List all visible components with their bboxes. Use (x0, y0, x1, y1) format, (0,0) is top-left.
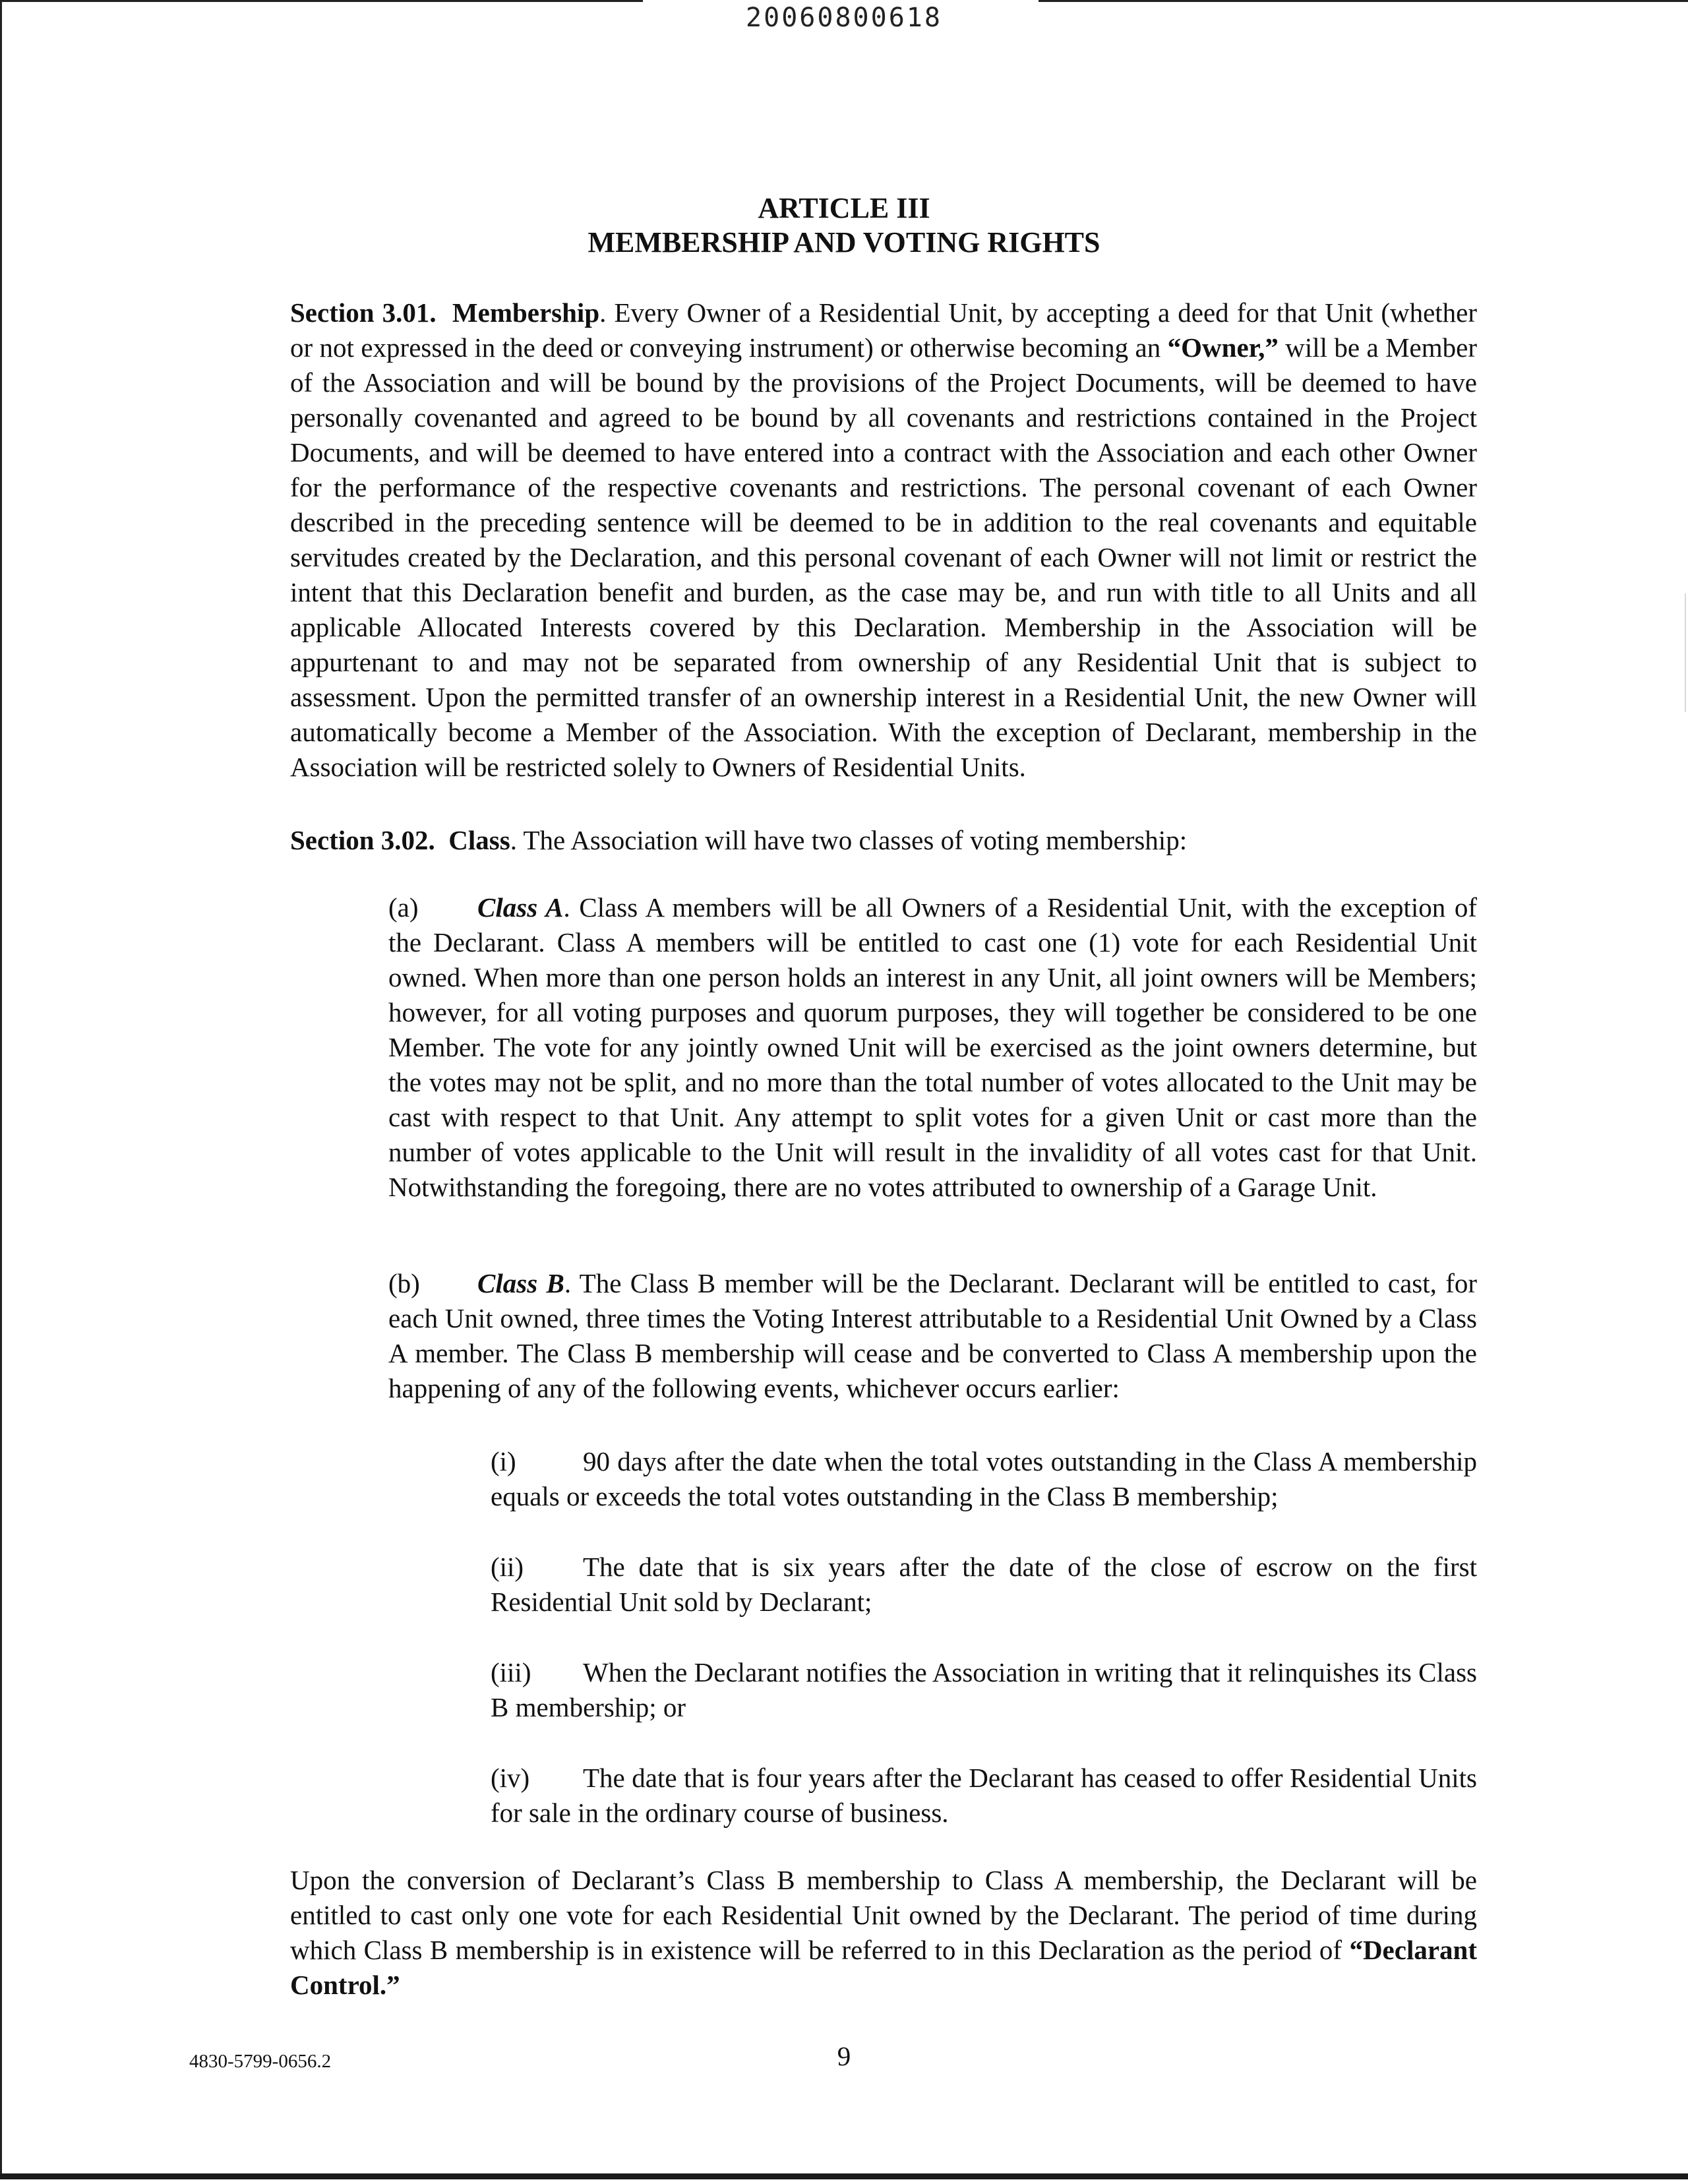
subitem-paragraph (390, 1655, 1477, 1725)
subitem-paragraph (390, 1550, 1477, 1620)
defined-term-declarant-control: “Declarant Control.” (290, 1935, 1477, 2000)
subitem-paragraph (390, 1761, 1477, 1831)
page-border-bottom (0, 2173, 1688, 2179)
item-heading: Class A (477, 892, 564, 923)
subitem-paragraph (390, 1444, 1477, 1514)
page-number: 9 (837, 2041, 851, 2071)
item-text: Class A members will be all Owners of a Residential Unit, with the exception of the Declarant. Class A members will be entitled to cast one (1) vote for each Residential Unit owned. When more than one person holds an interest in any Unit, all joint owners will be Members; however, for all voting purposes and quorum purposes, they will together be considered to be one Member. The vote for any jointly owned Unit will be exercised as the joint owners determine, but the votes may not be split, and no more than the total number of votes allocated to the Unit may be cast with respect to that Unit. Any attempt to split votes for a given Unit or cast more than the number of votes applicable to the Unit will result in the invalidity of all votes cast for that Unit. Notwithstanding the foregoing, there are no votes attributed to ownership of a Garage Unit. (388, 892, 1477, 1202)
subitem-marker: (iii) (491, 1657, 531, 1687)
subitem-marker: (ii) (491, 1552, 524, 1582)
subitem-iii (390, 1655, 1477, 1725)
section-text: Every Owner of a Residential Unit, by accepting a deed for that Unit (whether or not expressed in the deed or conveying instrument) or otherwise becoming an (290, 297, 1478, 363)
item-text: The Class B member will be the Declarant. Declarant will be entitled to cast, for each Unit owned, three times the Voting Interest attributable to a Residential Unit Owned by a Class A member. The Class B membership will cease and be converted to Class A membership upon the happening of any of the following events, whichever occurs earlier: (388, 1268, 1477, 1403)
subitem-i (390, 1444, 1477, 1514)
item-class-a (288, 890, 1477, 1205)
item-marker: (a) (388, 892, 419, 923)
section-text: will be a Member of the Association and will be bound by the provisions of the Project Documents, will be deemed to have personally covenanted and agreed to be bound by all covenants and restrictions contained in the Project Documents, and will be deemed to have entered into a contract with the Association and each other Owner for the performance of the respective covenants and restrictions. The personal covenant of each Owner described in the preceding sentence will be deemed to be in addition to the real covenants and equitable servitudes created by the Declaration, and this personal covenant of each Owner will not limit or restrict the intent that this Declaration benefit and burden, as the case may be, and run with title to all Units and all applicable Allocated Interests covered by this Declaration. Membership in the Association will be appurtenant to and may not be separated from ownership of any Residential Unit that is subject to assessment. Upon the permitted transfer of an ownership interest in a Residential Unit, the new Owner will automatically become a Member of the Association. With the exception of Declarant, membership in the Association will be restricted solely to Owners of Residential Units. (290, 332, 1477, 782)
subitem-marker: (iv) (491, 1763, 530, 1793)
scan-mark (1685, 593, 1686, 712)
section-number: Section 3.01. (290, 297, 437, 328)
closing-text-block (188, 1863, 1477, 2003)
section-text: The Association will have two classes of voting membership: (523, 825, 1188, 855)
section-number: Section 3.02. (290, 825, 435, 855)
article-title: ARTICLE III (758, 192, 930, 224)
subitem-marker: (i) (491, 1446, 516, 1476)
page-border-top-left (0, 0, 643, 2)
item-heading: Class B (477, 1268, 564, 1298)
subitem-text: The date that is six years after the date of the close of escrow on the first Residential Unit sold by Declarant; (491, 1552, 1477, 1617)
section-heading: Class (448, 825, 510, 855)
closing-paragraph (188, 1863, 1477, 2003)
section-heading: Membership (452, 297, 600, 328)
closing-text: Upon the conversion of Declarant’s Class B membership to Class A membership, the Declarant will be entitled to cast only one vote for each Residential Unit owned by the Declarant. The period of time during which Class B membership is in existence will be referred to in this Declaration as the period of (290, 1865, 1477, 1965)
defined-term-owner: “Owner,” (1167, 332, 1279, 363)
item-class-b-paragraph: (b) Class B. The Class B member will be the Declarant. Declarant will be entitled to cast, for each Unit owned, three times the Voting Interest attributable to a Residential Unit Owned by a Class A member. The Class B membership will cease and be converted to Class A membership upon the happening of any of the following events, whichever occurs earlier: (288, 1266, 1477, 1406)
section-3-02 (188, 823, 1477, 858)
article-subtitle: MEMBERSHIP AND VOTING RIGHTS (588, 226, 1100, 258)
section-3-02-paragraph: Section 3.02. Class. The Association will have two classes of voting membership: (290, 825, 1188, 855)
section-3-01 (188, 295, 1477, 785)
subitem-text: 90 days after the date when the total votes outstanding in the Class A membership equals or exceeds the total votes outstanding in the Class B membership; (491, 1446, 1477, 1511)
recording-number: 20060800618 (746, 3, 942, 33)
item-marker: (b) (388, 1268, 420, 1298)
subitem-text: When the Declarant notifies the Association in writing that it relinquishes its Class B membership; or (491, 1657, 1477, 1722)
subitem-ii (390, 1550, 1477, 1620)
section-3-01-paragraph: Section 3.01. Membership. Every Owner of a Residential Unit, by accepting a deed for that Unit (whether or not expressed in the deed or conveying instrument) or otherwise becoming an “Owner,” will be a Member of the Association and will be bound by the provisions of the Project Documents, will be deemed to have personally covenanted and agreed to be bound by all covenants and restrictions contained in the Project Documents, and will be deemed to have entered into a contract with the Association and each other Owner for the performance of the respective covenants and restrictions. The personal covenant of each Owner described in the preceding sentence will be deemed to be in addition to the real covenants and equitable servitudes created by the Declaration, and this personal covenant of each Owner will not limit or restrict the intent that this Declaration benefit and burden, as the case may be, and run with title to all Units and all applicable Allocated Interests covered by this Declaration. Membership in the Association will be appurtenant to and may not be separated from ownership of any Residential Unit that is subject to assessment. Upon the permitted transfer of an ownership interest in a Residential Unit, the new Owner will automatically become a Member of the Association. With the exception of Declarant, membership in the Association will be restricted solely to Owners of Residential Units. (290, 297, 1478, 782)
page-border-top-right (1039, 0, 1688, 2)
item-class-a-paragraph: (a) Class A. Class A members will be all Owners of a Residential Unit, with the exception of the Declarant. Class A members will be entitled to cast one (1) vote for each Residential Unit owned. When more than one person holds an interest in any Unit, all joint owners will be Members; however, for all voting purposes and quorum purposes, they will together be considered to be one Member. The vote for any jointly owned Unit will be exercised as the joint owners determine, but the votes may not be split, and no more than the total number of votes allocated to the Unit may be cast with respect to that Unit. Any attempt to split votes for a given Unit or cast more than the number of votes applicable to the Unit will result in the invalidity of all votes cast for that Unit. Notwithstanding the foregoing, there are no votes attributed to ownership of a Garage Unit. (288, 890, 1477, 1205)
document-code: 4830-5799-0656.2 (189, 2051, 332, 2072)
item-class-b (288, 1266, 1477, 1406)
page-border-left (0, 0, 2, 2179)
subitem-text: The date that is four years after the Declarant has ceased to offer Residential Units for sale in the ordinary course of business. (491, 1763, 1477, 1828)
subitem-iv (390, 1761, 1477, 1831)
